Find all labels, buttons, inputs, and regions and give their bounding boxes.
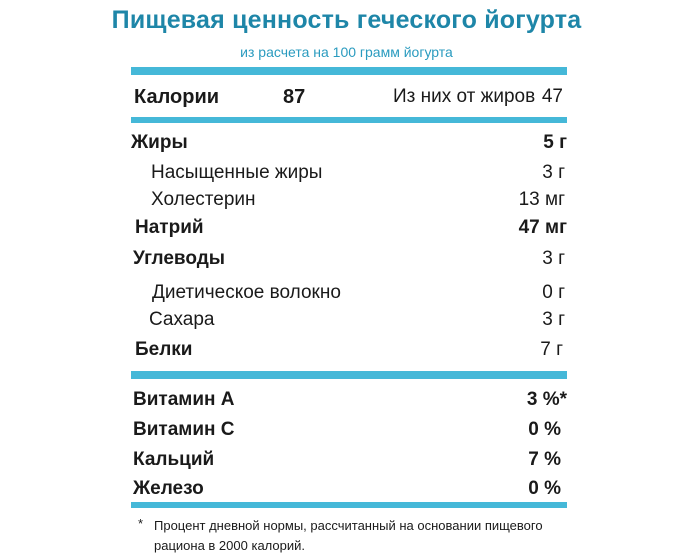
bottom-divider-bar [131, 502, 567, 508]
fiber-label: Диетическое волокно [152, 282, 341, 303]
vitamin-a-value: 3 %* [526, 389, 567, 410]
saturated-fat-label: Насыщенные жиры [151, 162, 323, 183]
vitamin-c-label: Витамин С [133, 419, 235, 440]
vitamin-a-row [131, 389, 567, 417]
calcium-label: Кальций [133, 449, 215, 470]
cholesterol-row [131, 189, 567, 217]
sugar-row [131, 309, 567, 337]
iron-label: Железо [133, 478, 204, 499]
fat-calories-label: Из них от жиров [393, 86, 536, 107]
footnote-asterisk: * [138, 516, 144, 531]
fiber-value: 0 г [542, 282, 565, 303]
sodium-value: 47 мг [518, 217, 567, 238]
calcium-row [131, 449, 567, 477]
saturated-fat-value: 3 г [542, 162, 565, 183]
footnote-line-2: рациона в 2000 калорий. [154, 538, 305, 553]
protein-label: Белки [135, 339, 193, 360]
saturated-fat-row [131, 162, 567, 190]
fiber-row [131, 282, 567, 310]
calories-label: Калории [134, 86, 220, 108]
vitamin-a-label: Витамин А [133, 389, 235, 410]
calcium-value: 7 % [528, 449, 561, 470]
sodium-label: Натрий [135, 217, 204, 238]
sodium-row [131, 217, 567, 245]
vitamin-c-row [131, 419, 567, 447]
footnote-line-1: Процент дневной нормы, рассчитанный на основании пищевого [154, 518, 543, 533]
fat-row [131, 132, 567, 160]
page-subtitle: из расчета на 100 грамм йогурта [240, 44, 453, 60]
top-divider-bar [131, 67, 567, 75]
page-title: Пищевая ценность геческого йогурта [111, 6, 582, 34]
calories-row [131, 86, 567, 114]
protein-value: 7 г [540, 339, 563, 360]
cholesterol-value: 13 мг [518, 189, 565, 210]
fat-value: 5 г [543, 132, 567, 153]
sugar-value: 3 г [542, 309, 565, 330]
fat-label: Жиры [131, 132, 188, 153]
calories-divider-bar [131, 117, 567, 123]
protein-row [131, 339, 567, 367]
calories-value: 87 [283, 86, 306, 108]
footnote-text [154, 516, 543, 556]
carbohydrates-label: Углеводы [133, 248, 225, 269]
fat-calories-value: 47 [541, 86, 563, 107]
vitamin-c-value: 0 % [528, 419, 561, 440]
sugar-label: Сахара [149, 309, 215, 330]
cholesterol-label: Холестерин [151, 189, 256, 210]
vitamins-divider-bar [131, 371, 567, 379]
carbohydrates-value: 3 г [542, 248, 565, 269]
carbohydrates-row [131, 248, 567, 276]
iron-value: 0 % [528, 478, 561, 499]
